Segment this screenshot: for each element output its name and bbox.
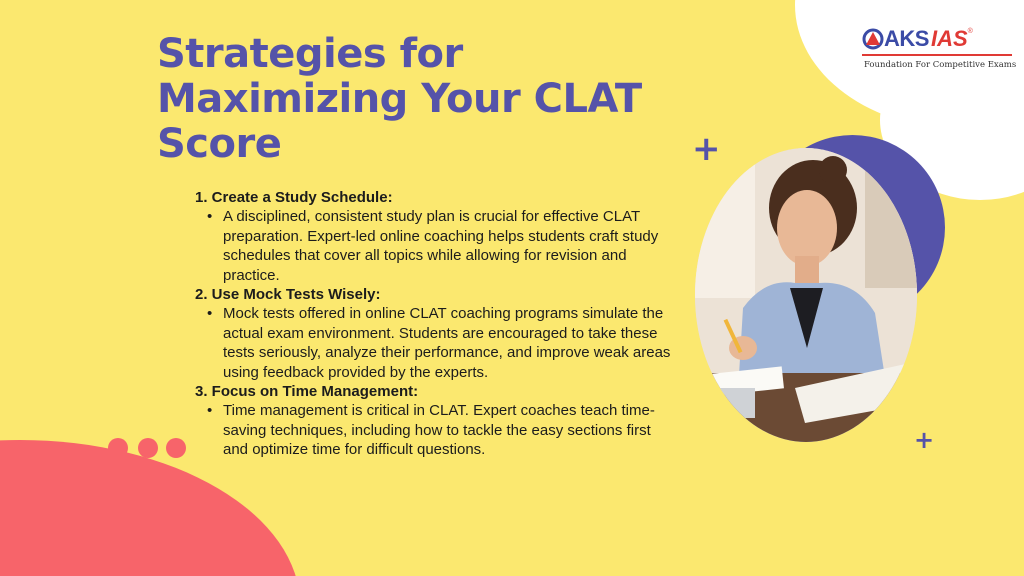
dot-decoration (166, 438, 186, 458)
logo-brand-main: AKS (884, 26, 929, 51)
logo-divider (862, 54, 1012, 56)
dot-decoration (108, 438, 128, 458)
aks-ias-logo (862, 26, 1022, 70)
section-heading: 1. Create a Study Schedule: (195, 189, 393, 206)
section-bullet: • Mock tests offered in online CLAT coaching programs simulate the actual exam environment. Students are encouraged to take these tests seriously, analyze their performance, and improve weak areas using feedback provided by the experts. (195, 304, 675, 382)
section-bullet: • Time management is critical in CLAT. Expert coaches teach time-saving techniques, including how to tackle the easy sections first and optimize time for difficult questions. (195, 401, 675, 460)
logo-mark-icon (862, 28, 884, 50)
student-photo (695, 148, 917, 442)
plus-icon: + (914, 426, 935, 454)
strategies-list (195, 188, 675, 460)
section-bullet: • A disciplined, consistent study plan is crucial for effective CLAT preparation. Expert-led online coaching helps students craft study schedules that cover all topics while allowing for revision and practice. (195, 207, 675, 285)
logo-brand-accent: IAS (930, 26, 968, 51)
page-title: Strategies for Maximizing Your CLAT Score (157, 31, 642, 167)
dot-decoration (138, 438, 158, 458)
bottom-left-coral-blob (0, 440, 300, 576)
section-heading: 3. Focus on Time Management: (195, 383, 419, 400)
student-illustration (695, 148, 917, 442)
section-heading: 2. Use Mock Tests Wisely: (195, 286, 381, 303)
logo-registered-mark: ® (967, 28, 973, 35)
logo-tagline: Foundation For Competitive Exams (864, 60, 1017, 70)
plus-icon: + (692, 129, 721, 169)
